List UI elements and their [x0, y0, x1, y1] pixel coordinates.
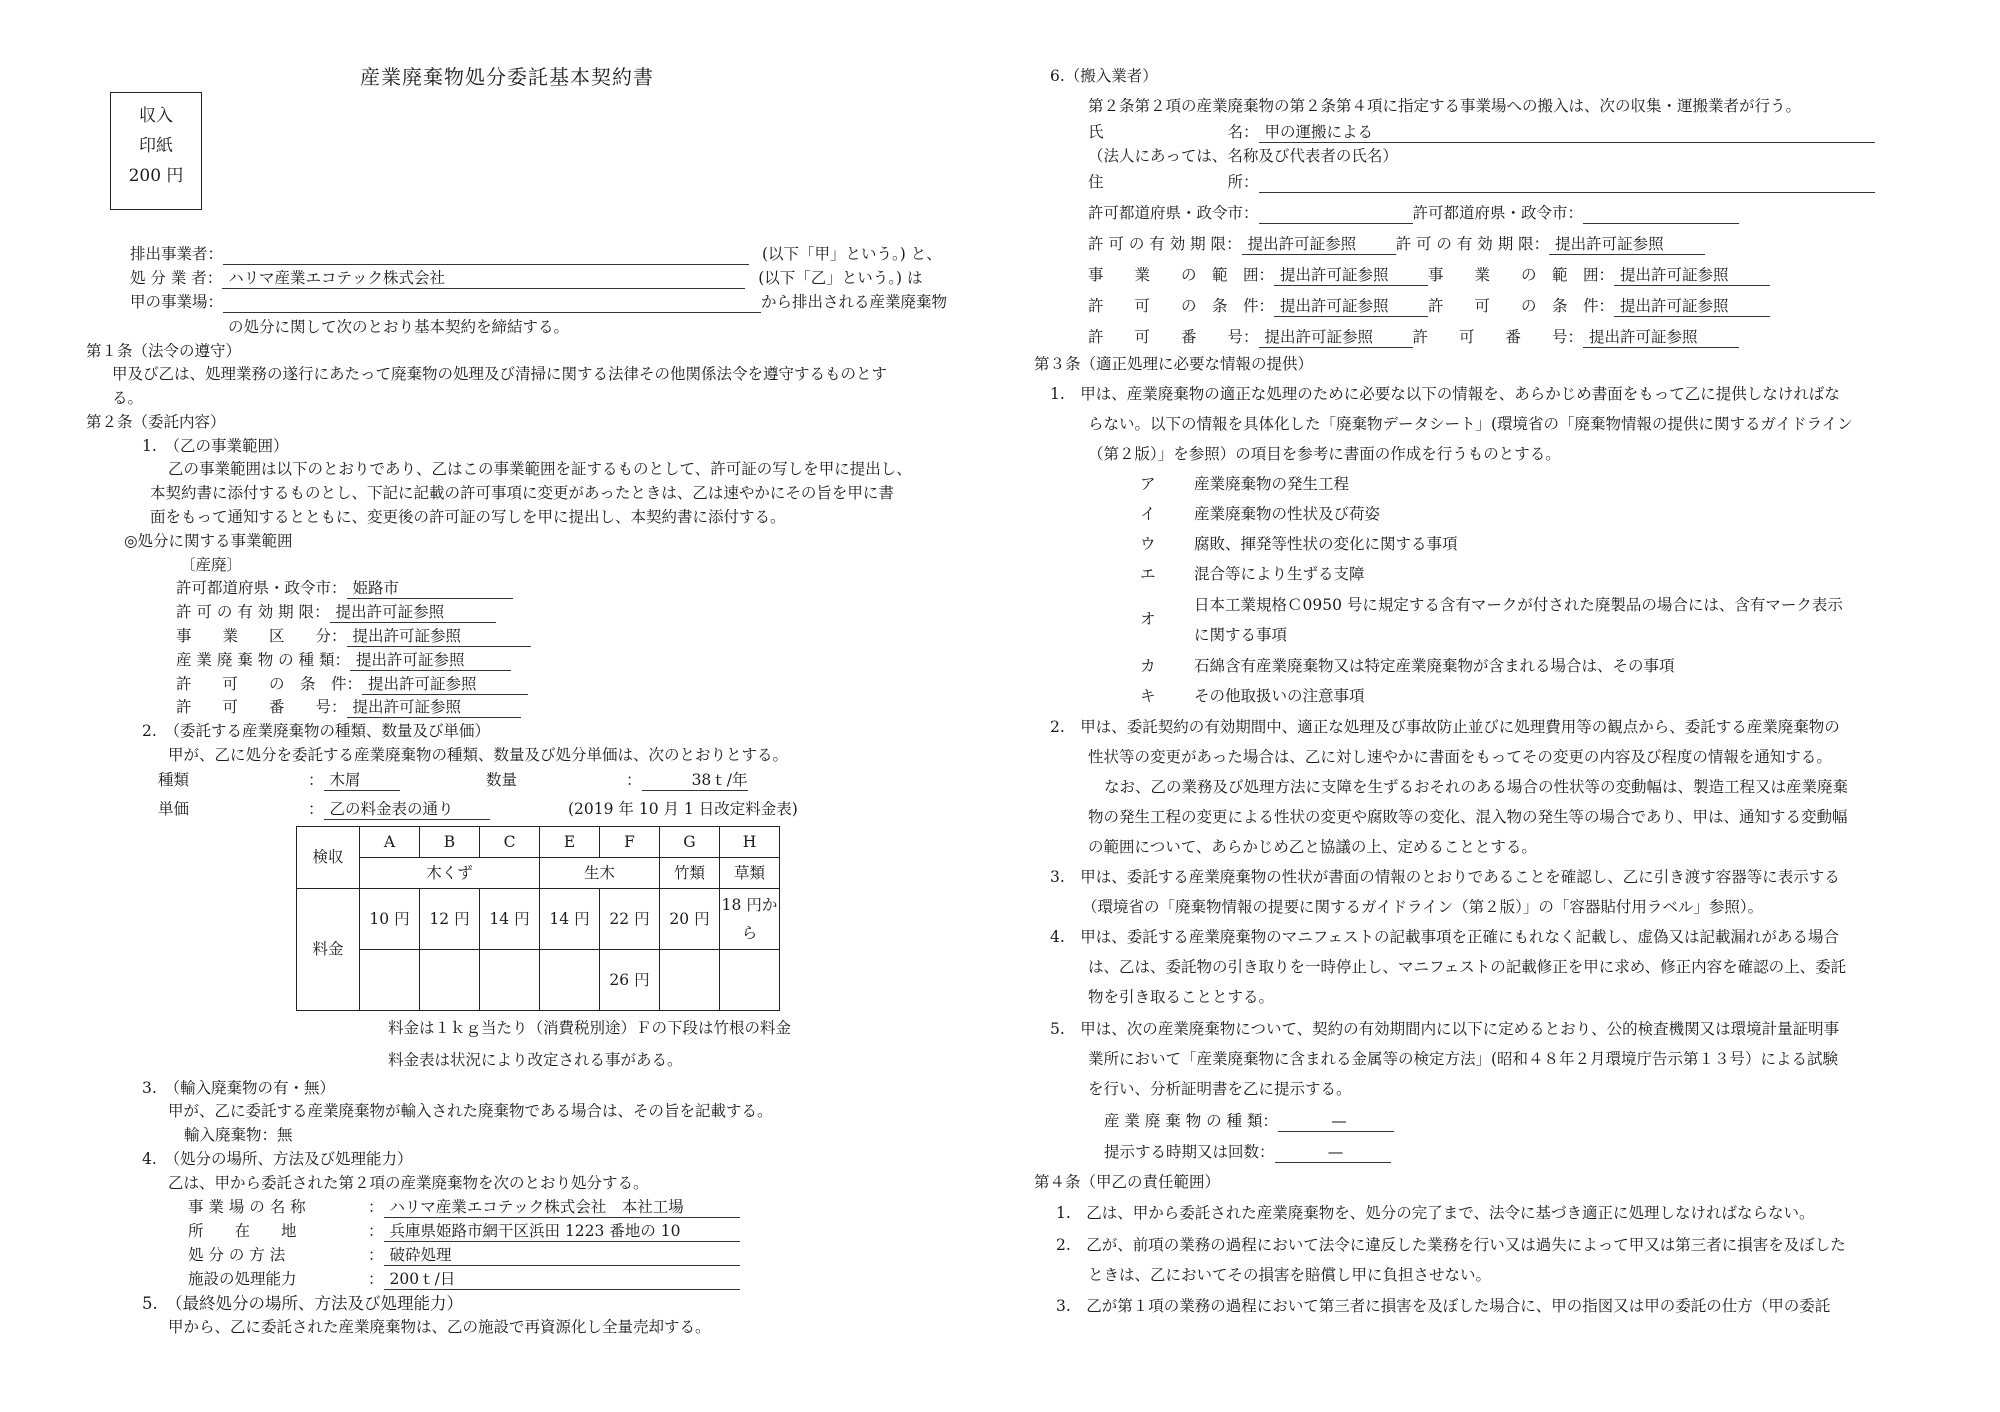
article3-p2-line-3: なお、乙の業務及び処理方法に支障を生ずるおそれのある場合の性状等の変動幅は、製造工程又は産業廃棄 [1104, 778, 1849, 796]
fee-letter-f: F [600, 827, 660, 858]
discharger-row [130, 244, 942, 265]
scope-item-value: 姫路市 [347, 579, 513, 599]
scope-item-value: 提出許可証参照 [350, 651, 511, 671]
disposal-method-value: 破砕処理 [384, 1246, 740, 1266]
scope-item-label: 許可都道府県・政令市： [176, 579, 347, 597]
document-title: 産業廃棄物処分委託基本契約書 [360, 65, 654, 89]
info-list-item-ka: 石綿含有産業廃棄物又は特定産業廃棄物が含まれる場合は、その事項 [1194, 657, 1675, 675]
permit-row-value-2: 提出許可証参照 [1614, 297, 1770, 317]
article2-s4-body: 乙は、甲から委託された第２項の産業廃棄物を次のとおり処分する。 [168, 1174, 649, 1192]
article3-heading: 第３条（適正処理に必要な情報の提供） [1034, 355, 1314, 373]
article4-item-3: 3. 乙が第１項の業務の過程において第三者に損害を及ぼした場合に、甲の指図又は甲の委託の仕方（甲の委託 [1056, 1297, 1831, 1315]
test-waste-kind-label: 産 業 廃 棄 物 の 種 類： [1104, 1112, 1278, 1130]
scope-item-1 [176, 578, 513, 599]
qty-value-row: ： 38ｔ/年 [626, 770, 748, 789]
article2-s5-title: 5. （最終処分の場所、方法及び処理能力） [142, 1294, 463, 1313]
test-waste-kind-row [1104, 1111, 1394, 1132]
fee-price-g-2 [660, 950, 720, 1011]
site-name-value: ハリマ産業エコテック株式会社 本社工場 [384, 1198, 740, 1218]
permit-row-label-2: 事 業 の 範 囲： [1428, 266, 1615, 284]
scope-item-4 [176, 650, 511, 671]
fee-letter-b: B [420, 827, 480, 858]
article2-s1-line-3: 面をもって通知するとともに、変更後の許可証の写しを甲に提出し、本契約書に添付する。 [150, 508, 786, 526]
capacity-row: ： 200ｔ/日 [368, 1269, 740, 1290]
fee-group-green-wood: 生木 [540, 858, 660, 889]
site-location-label: 所 在 地 [188, 1222, 297, 1240]
processor-row [130, 268, 923, 289]
site-name-label: 事 業 場 の 名 称 [188, 1198, 306, 1216]
article2-s1-line-1: 乙の事業範囲は以下のとおりであり、乙はこの事業範囲を証するものとして、許可証の写しを甲に提出し、 [168, 460, 912, 478]
fee-price-e-2 [540, 950, 600, 1011]
permit-row-label: 許 可 の 有 効 期 限： [1088, 235, 1242, 253]
article3-p4-line-3: 物を引き取ることとする。 [1088, 988, 1275, 1006]
article3-p5-line-1: 5. 甲は、次の産業廃棄物について、契約の有効期間内に以下に定めるとおり、公的検査機関又は環境計量証明事 [1050, 1020, 1840, 1038]
permit-row-value-1[interactable] [1259, 204, 1413, 224]
transporter-name-row [1088, 122, 1875, 143]
test-timing-label: 提示する時期又は回数： [1104, 1143, 1275, 1161]
site-field[interactable] [223, 293, 761, 313]
scope-item-2 [176, 602, 496, 623]
fee-price-h-2 [720, 950, 780, 1011]
site-row [130, 292, 947, 313]
article2-s2-body: 甲が、乙に処分を委託する産業廃棄物の種類、数量及び処分単価は、次のとおりとする。 [168, 746, 789, 764]
info-list-item-u: 腐敗、揮発等性状の変化に関する事項 [1194, 535, 1458, 553]
fee-letter-g: G [660, 827, 720, 858]
transporter-permit-row-5 [1088, 327, 1739, 348]
fee-table-head-price: 料金 [297, 889, 360, 1011]
processor-label: 処 分 業 者： [130, 269, 223, 287]
fee-letter-c: C [480, 827, 540, 858]
article4-item-2-cont: ときは、乙においてその損害を賠償し甲に負担させない。 [1088, 1266, 1492, 1284]
revenue-stamp-box [110, 92, 202, 210]
permit-row-label-2: 許 可 の 条 件： [1428, 297, 1615, 315]
scope-category: 〔産廃〕 [180, 556, 243, 574]
article2-s5-body: 甲から、乙に委託された産業廃棄物は、乙の施設で再資源化し全量売却する。 [168, 1318, 711, 1336]
processor-field[interactable]: ハリマ産業エコテック株式会社 [222, 269, 745, 289]
article4-heading: 第４条（甲乙の責任範囲） [1034, 1173, 1221, 1191]
site-location-value: 兵庫県姫路市網干区浜田 1223 番地の 10 [384, 1222, 740, 1242]
transporter-address-field[interactable] [1259, 173, 1875, 193]
article3-p1-line-2: らない。以下の情報を具体化した「廃棄物データシート」(環境省の「廃棄物情報の提供に関するガイドライン [1088, 415, 1853, 433]
permit-row-label: 許 可 番 号： [1088, 328, 1259, 346]
processor-suffix: (以下「乙」という。) は [758, 269, 923, 287]
article3-p2-line-4: 物の発生工程の変更による性状の変更や腐敗等の変化、混入物の発生等の場合であり、甲は、通知する変動幅 [1088, 808, 1848, 826]
permit-row-label: 許 可 の 条 件： [1088, 297, 1275, 315]
fee-price-e: 14 円 [540, 889, 600, 950]
article2-s4-title: 4. （処分の場所、方法及び処理能力） [142, 1150, 413, 1168]
permit-row-label-2: 許可都道府県・政令市： [1412, 204, 1584, 222]
scope-heading: ◎処分に関する事業範囲 [124, 532, 293, 550]
info-list-key-ki: キ [1140, 687, 1156, 705]
article3-p4-line-2: は、乙は、委託物の引き取りを一時停止し、マニフェストの記載修正を甲に求め、修正内容を確認の上、委託 [1088, 958, 1847, 976]
info-list-item-i: 産業廃棄物の性状及び荷姿 [1194, 505, 1381, 523]
fee-group-wood-scrap: 木くず [360, 858, 540, 889]
kind-label: 種類 [158, 771, 190, 789]
test-timing-value[interactable]: — [1275, 1143, 1391, 1163]
price-value: 乙の料金表の通り [324, 800, 490, 820]
permit-row-label: 事 業 の 範 囲： [1088, 266, 1275, 284]
info-list-item-o: 日本工業規格Ｃ0950 号に規定する含有マークが付された廃製品の場合には、含有マーク表示 [1194, 596, 1843, 614]
article4-item-1: 1. 乙は、甲から委託された産業廃棄物を、処分の完了まで、法令に基づき適正に処理しなければならない。 [1056, 1204, 1815, 1222]
scope-item-value: 提出許可証参照 [347, 698, 521, 718]
article3-p1-line-1: 1. 甲は、産業廃棄物の適正な処理のために必要な以下の情報を、あらかじめ書面をもって乙に提供しなければな [1050, 385, 1840, 403]
article3-p5-line-3: を行い、分析証明書を乙に提示する。 [1088, 1080, 1352, 1098]
fee-note-2: 料金表は状況により改定される事がある。 [388, 1051, 683, 1069]
transporter-name-label: 氏 名： [1088, 123, 1259, 141]
permit-row-value-2: 提出許可証参照 [1549, 235, 1705, 255]
fee-price-b: 12 円 [420, 889, 480, 950]
disposal-method-label: 処 分 の 方 法 [188, 1246, 286, 1264]
fee-group-bamboo: 竹類 [660, 858, 720, 889]
permit-row-value-1: 提出許可証参照 [1274, 266, 1428, 286]
import-waste-value: 輸入廃棄物：無 [184, 1126, 293, 1144]
article3-p2-line-1: 2. 甲は、委託契約の有効期間中、適正な処理及び事故防止並びに処理費用等の観点から、委託する産業廃棄物の [1050, 718, 1840, 736]
scope-item-5 [176, 674, 528, 695]
stamp-line-1: 収入 [139, 106, 173, 126]
fee-price-g: 20 円 [660, 889, 720, 950]
site-label: 甲の事業場： [130, 293, 224, 311]
capacity-value: 200ｔ/日 [384, 1270, 740, 1290]
scope-item-value: 提出許可証参照 [347, 627, 531, 647]
fee-note-1: 料金は１ｋｇ当たり（消費税別途）Ｆの下段は竹根の料金 [388, 1019, 792, 1037]
article3-p5-line-2: 業所において「産業廃棄物に含まれる金属等の検定方法」(昭和４８年２月環境庁告示第１３号）による試験 [1088, 1050, 1839, 1068]
scope-item-value: 提出許可証参照 [330, 603, 496, 623]
info-list-item-ki: その他取扱いの注意事項 [1194, 687, 1365, 705]
price-label: 単価 [158, 800, 190, 818]
site-name-row: ： ハリマ産業エコテック株式会社 本社工場 [368, 1197, 740, 1218]
transporter-permit-row-4 [1088, 296, 1770, 317]
fee-price-h: 18 円から [720, 889, 780, 950]
right-column [1000, 0, 2000, 1412]
article1-body-2: る。 [112, 389, 144, 407]
discharger-label: 排出事業者： [130, 245, 224, 263]
site-location-row: ： 兵庫県姫路市網干区浜田 1223 番地の 10 [368, 1221, 740, 1242]
price-note: (2019 年 10 月 1 日改定料金表) [568, 800, 798, 818]
site-suffix: から排出される産業廃棄物 [761, 293, 948, 311]
info-list-key-e: エ [1140, 565, 1156, 583]
permit-row-value-1: 提出許可証参照 [1274, 297, 1428, 317]
transporter-permit-row-3 [1088, 265, 1770, 286]
transporter-permit-row-2 [1088, 234, 1705, 255]
article2-s2-title: 2. （委託する産業廃棄物の種類、数量及び単価） [142, 722, 491, 740]
discharger-field[interactable] [223, 245, 749, 265]
fee-price-f-2: 26 円 [600, 950, 660, 1011]
info-list-key-ka: カ [1140, 657, 1156, 675]
fee-table [296, 826, 780, 1011]
qty-label: 数量 [486, 771, 518, 789]
fee-letter-e: E [540, 827, 600, 858]
transporter-address-row [1088, 172, 1875, 193]
transporter-permit-row-1 [1088, 203, 1739, 224]
test-timing-row [1104, 1142, 1391, 1163]
article2-s1-title: 1. （乙の事業範囲） [142, 437, 289, 455]
qty-value: 38ｔ/年 [642, 771, 748, 791]
article1-body-1: 甲及び乙は、処理業務の遂行にあたって廃棄物の処理及び清掃に関する法律その他関係法令を遵守するものとす [112, 365, 888, 383]
article1-heading: 第１条（法令の遵守） [86, 342, 242, 360]
scope-item-label: 事 業 区 分： [176, 627, 347, 645]
transporter-name-value[interactable]: 甲の運搬による [1259, 123, 1875, 143]
fee-price-b-2 [420, 950, 480, 1011]
discharger-suffix: (以下「甲」という。) と、 [761, 245, 942, 263]
article3-p4-line-1: 4. 甲は、委託する産業廃棄物のマニフェストの記載事項を正確にもれなく記載し、虚偽又は記載漏れがある場合 [1050, 928, 1840, 946]
info-list-item-a: 産業廃棄物の発生工程 [1194, 475, 1350, 493]
fee-group-grass: 草類 [720, 858, 780, 889]
fee-price-f: 22 円 [600, 889, 660, 950]
scope-item-3 [176, 626, 531, 647]
permit-row-label-2: 許 可 の 有 効 期 限： [1395, 235, 1550, 253]
stamp-line-2: 印紙 [139, 136, 173, 156]
contract-intro: の処分に関して次のとおり基本契約を締結する。 [228, 318, 570, 336]
fee-price-a: 10 円 [360, 889, 420, 950]
fee-price-c-2 [480, 950, 540, 1011]
disposal-method-row: ： 破砕処理 [368, 1245, 740, 1266]
permit-row-value-2: 提出許可証参照 [1583, 328, 1739, 348]
fee-letter-h: H [720, 827, 780, 858]
scope-item-label: 産 業 廃 棄 物 の 種 類： [176, 651, 350, 669]
permit-row-label: 許可都道府県・政令市： [1088, 204, 1259, 222]
permit-row-value-2: 提出許可証参照 [1614, 266, 1770, 286]
info-list-item-o-cont: に関する事項 [1194, 626, 1288, 644]
permit-row-label-2: 許 可 番 号： [1412, 328, 1584, 346]
article2-s3-title: 3. （輸入廃棄物の有・無） [142, 1079, 336, 1097]
permit-row-value-1: 提出許可証参照 [1242, 235, 1396, 255]
fee-letter-a: A [360, 827, 420, 858]
article3-p3-line-2: （環境省の「廃棄物情報の提要に関するガイドライン（第２版）」の「容器貼付用ラベル」参照）。 [1082, 898, 1764, 916]
article2-s1-line-2: 本契約書に添付するものとし、下記に記載の許可事項に変更があったときは、乙は速やかにその旨を甲に書 [150, 484, 894, 502]
fee-table-head-inspection: 検収 [297, 827, 360, 889]
info-list-key-o: オ [1140, 610, 1156, 628]
fee-price-c: 14 円 [480, 889, 540, 950]
transporter-address-label: 住 所： [1088, 173, 1259, 191]
article3-p3-line-1: 3. 甲は、委託する産業廃棄物の性状が書面の情報のとおりであることを確認し、乙に引き渡す容器等に表示する [1050, 868, 1840, 886]
scope-item-value: 提出許可証参照 [362, 675, 528, 695]
permit-row-value-2[interactable] [1583, 204, 1739, 224]
kind-row [158, 770, 189, 791]
article3-p2-line-5: の範囲について、あらかじめ乙と協議の上、定めることとする。 [1088, 838, 1537, 856]
kind-value-row: ： 木屑 [308, 770, 400, 791]
test-waste-kind-value[interactable]: — [1278, 1112, 1394, 1132]
transporter-name-note: （法人にあっては、名称及び代表者の氏名） [1088, 147, 1398, 165]
stamp-line-3: 200 円 [128, 166, 184, 186]
scope-item-label: 許 可 の 条 件： [176, 675, 363, 693]
article3-p1-line-3: （第２版）」を参照）の項目を参考に書面の作成を行うものとする。 [1088, 445, 1561, 463]
article2-s6-body: 第２条第２項の産業廃棄物の第２条第４項に指定する事業場への搬入は、次の収集・運搬業者が行う。 [1088, 97, 1802, 115]
info-list-item-e: 混合等により生ずる支障 [1194, 565, 1365, 583]
price-value-row: ： 乙の料金表の通り [308, 799, 490, 820]
article2-s6-title: 6.（搬入業者） [1050, 67, 1158, 85]
fee-price-a-2 [360, 950, 420, 1011]
article2-s3-body: 甲が、乙に委託する産業廃棄物が輸入された廃棄物である場合は、その旨を記載する。 [168, 1102, 773, 1120]
article4-item-2: 2. 乙が、前項の業務の過程において法令に違反した業務を行い又は過失によって甲又は第三者に損害を及ぼした [1056, 1236, 1846, 1254]
capacity-label: 施設の処理能力 [188, 1270, 297, 1288]
permit-row-value-1: 提出許可証参照 [1259, 328, 1413, 348]
scope-item-label: 許 可 番 号： [176, 698, 347, 716]
article3-p2-line-2: 性状等の変更があった場合は、乙に対し速やかに書面をもってその変更の内容及び程度の情報を通知する。 [1088, 748, 1832, 766]
info-list-key-i: イ [1140, 505, 1156, 523]
info-list-key-a: ア [1140, 475, 1156, 493]
scope-item-label: 許 可 の 有 効 期 限： [176, 603, 330, 621]
article2-heading: 第２条（委託内容） [86, 413, 226, 431]
scope-item-6 [176, 697, 521, 718]
kind-value: 木屑 [324, 771, 400, 791]
info-list-key-u: ウ [1140, 535, 1156, 553]
